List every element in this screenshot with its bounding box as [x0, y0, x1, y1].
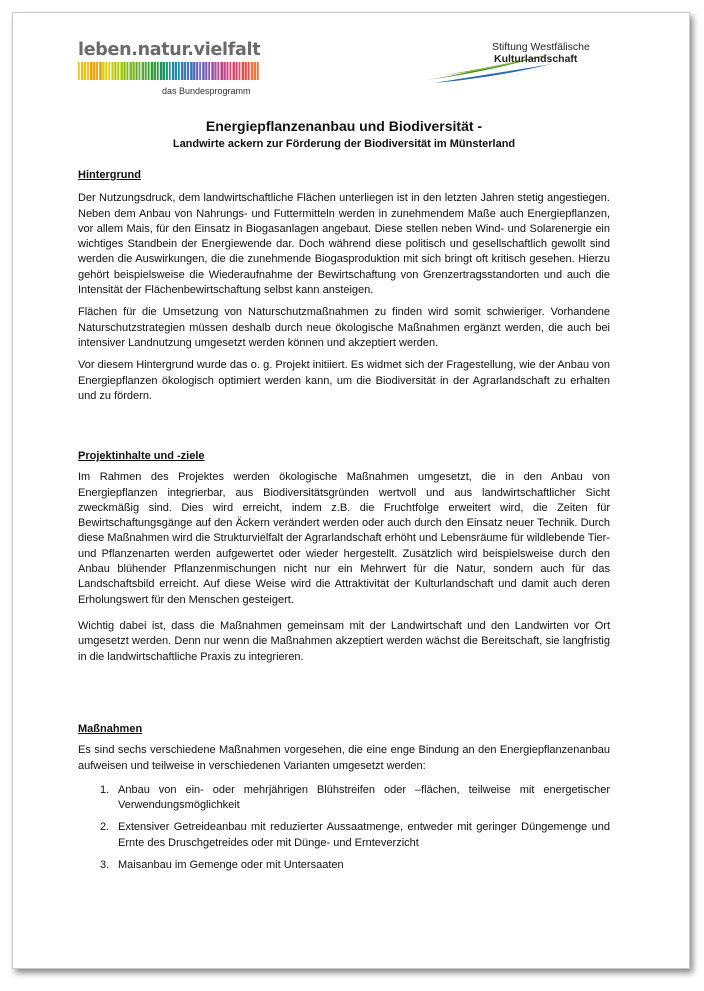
rainbow-bar [145, 62, 147, 80]
document-subtitle: Landwirte ackern zur Förderung der Biodiversität im Münsterland [172, 138, 516, 150]
rainbow-bar [148, 62, 150, 80]
rainbow-bar [99, 62, 102, 80]
list-item [78, 858, 610, 873]
rainbow-bar [96, 62, 98, 80]
section-projektinhalte [78, 449, 610, 665]
rainbow-bar [151, 62, 154, 80]
rainbow-bar [93, 62, 95, 80]
section-massnahmen [78, 722, 610, 873]
rainbow-bar [142, 62, 144, 80]
rainbow-bar [230, 62, 232, 80]
rainbow-bar [205, 62, 207, 80]
rainbow-bars-icon [78, 62, 260, 80]
rainbow-bar [236, 62, 238, 80]
rainbow-bar [184, 62, 186, 80]
rainbow-bar [217, 62, 219, 80]
list-item-number: 2. [100, 821, 110, 834]
rainbow-bar [202, 62, 204, 80]
rainbow-bar [223, 62, 225, 80]
rainbow-bar [178, 62, 180, 80]
rainbow-bar [120, 62, 123, 80]
list-item-number: 3. [100, 859, 110, 872]
rainbow-bar [117, 62, 119, 80]
section-heading: Projektinhalte und -ziele [78, 450, 205, 462]
rainbow-bar [172, 62, 174, 80]
rainbow-bar [199, 62, 201, 80]
rainbow-bar [169, 62, 171, 80]
paragraph: Wichtig dabei ist, dass die Maßnahmen gemeinsam mit der Landwirtschaft und den Landwirten vor Ort umgesetzt werden. Denn nur wenn die Maßnahmen akzeptiert werden wächst die Bereitschaft, sie langfristig in die landwirtschaftliche Praxis zu integrieren. [78, 619, 610, 663]
rainbow-bar [139, 62, 141, 80]
rainbow-bar [211, 62, 214, 80]
rainbow-bar [245, 62, 247, 80]
rainbow-bar [257, 62, 259, 80]
rainbow-bar [248, 62, 250, 80]
rainbow-bar [105, 62, 107, 80]
rainbow-bar [196, 62, 198, 80]
logo-left-subtitle: das Bundesprogramm [162, 86, 251, 96]
leben-natur-vielfalt-logo [78, 40, 278, 102]
rainbow-bar [84, 62, 86, 80]
rainbow-bar [108, 62, 110, 80]
rainbow-bar [190, 62, 193, 80]
rainbow-bar [163, 62, 165, 80]
rainbow-bar [220, 62, 223, 80]
list-item-text: Extensiver Getreideanbau mit reduzierter Aussaatmenge, entweder mit geringer Düngemenge und Ernte des Druschgetreides oder mit Dünge- und Ernteverzicht [118, 821, 610, 849]
rainbow-bar [133, 62, 135, 80]
paragraph: Im Rahmen des Projektes werden ökologische Maßnahmen umgesetzt, die in den Anbau von Energiepflanzen integrierbar, aus Biodiversitätsgründen wertvoll und aus landwirtschaftlicher Sicht zweckmäßig sind. Dies wird erreicht, indem z.B. die Fruchtfolge erweitert wird, die Zeiten für Bewirtschaftungsgänge auf den Äckern verändert werden oder auch durch den Einsatz neuer Technik. Durch diese Maßnahmen wird die Strukturvielfalt der Agrarlandschaft erhöht und Lebensräume für wildlebende Tier- und Pflanzenarten werden aufgewertet oder wieder hergestellt. Zusätzlich wird beispielsweise durch den Anbau blühender Pflanzenmischungen nicht nur ein Mehrwert für die Natur, sondern auch für das Landschaftsbild erreicht. Auf diese Weise wird die Attraktivität der Kulturlandschaft und damit auch deren Erholungswert für den Menschen gesteigert. [78, 471, 610, 606]
logo-left-name: leben.natur.vielfalt [78, 40, 261, 60]
rainbow-bar [157, 62, 159, 80]
paragraph: Es sind sechs verschiedene Maßnahmen vorgesehen, die eine enge Bindung an den Energiepflanzenanbau aufweisen und teilweise in verschiedenen Varianten umgesetzt werden: [78, 744, 610, 772]
rainbow-bar [242, 62, 245, 80]
logo-right-line2: Kulturlandschaft [494, 53, 578, 65]
rainbow-bar [251, 62, 254, 80]
rainbow-bar [187, 62, 189, 80]
stiftung-westfaelische-kulturlandschaft-logo [424, 38, 608, 86]
list-item-text: Maisanbau im Gemenge oder mit Untersaaten [118, 859, 344, 872]
rainbow-bar [166, 62, 168, 80]
rainbow-bar [111, 62, 113, 80]
rainbow-bar [181, 62, 184, 80]
rainbow-bar [126, 62, 128, 80]
section-heading: Maßnahmen [78, 723, 143, 735]
rainbow-bar [87, 62, 89, 80]
rainbow-bar [81, 62, 83, 80]
logo-right-line1: Stiftung Westfälische [492, 41, 590, 53]
rainbow-bar [114, 62, 116, 80]
rainbow-bar [214, 62, 216, 80]
rainbow-bar [233, 62, 235, 80]
rainbow-bar [239, 62, 241, 80]
rainbow-bar [78, 62, 80, 80]
rainbow-bar [90, 62, 93, 80]
paragraph: Vor diesem Hintergrund wurde das o. g. Projekt initiiert. Es widmet sich der Fragestellung, wie der Anbau von Energiepflanzen ökologisch optimiert werden kann, um die Biodiversität in der Agrarlandschaft zu erhalten und zu fördern. [78, 359, 610, 402]
paragraph: Flächen für die Umsetzung von Naturschutzmaßnahmen zu finden wird somit schwieriger. Vorhandene Naturschutzstrategien müssen deshalb durch neue ökologische Maßnahmen ergänzt werden, die auch bei intensiver Landnutzung umgesetzt werden können und akzeptiert werden. [78, 306, 610, 349]
document-title: Energiepflanzenanbau und Biodiversität - [205, 118, 483, 134]
section-hintergrund [78, 168, 610, 404]
list-item [78, 783, 610, 814]
list-item-text: Anbau von ein- oder mehrjährigen Blühstreifen oder –flächen, teilweise mit energetischer Verwendungsmöglichkeit [118, 783, 610, 812]
rainbow-bar [208, 62, 210, 80]
rainbow-bar [130, 62, 133, 80]
rainbow-bar [175, 62, 177, 80]
rainbow-bar [160, 62, 163, 80]
rainbow-bar [226, 62, 228, 80]
massnahmen-list [78, 783, 610, 873]
rainbow-bar [193, 62, 195, 80]
list-item [78, 820, 610, 851]
paragraph: Der Nutzungsdruck, dem landwirtschaftliche Flächen unterliegen ist in den letzten Jahren stetig angestiegen. Neben dem Anbau von Nahrungs- und Futtermitteln werden in zunehmendem Maße auch Energiepflanzen, vor allem Mais, für den Einsatz in Biogasanlagen angebaut. Diese stellen neben Wind- und Solarenergie ein wichtiges Standbein der Energiewende dar. Doch während diese politisch und gesellschaftlich gewollt sind werden die Auswirkungen, die die zunehmende Biogasproduktion mit sich bringt oft kritisch gesehen. Hierzu gehört beispielsweise die Wiederaufnahme der Bewirtschaftung von Grenzertragsstandorten und auch die Intensität der Flächenbewirtschaftung selbst kann ansteigen. [78, 192, 610, 297]
rainbow-bar [102, 62, 104, 80]
section-heading: Hintergrund [78, 169, 141, 181]
rainbow-bar [254, 62, 256, 80]
list-item-number: 1. [100, 783, 110, 796]
rainbow-bar [154, 62, 156, 80]
rainbow-bar [136, 62, 138, 80]
rainbow-bar [123, 62, 125, 80]
